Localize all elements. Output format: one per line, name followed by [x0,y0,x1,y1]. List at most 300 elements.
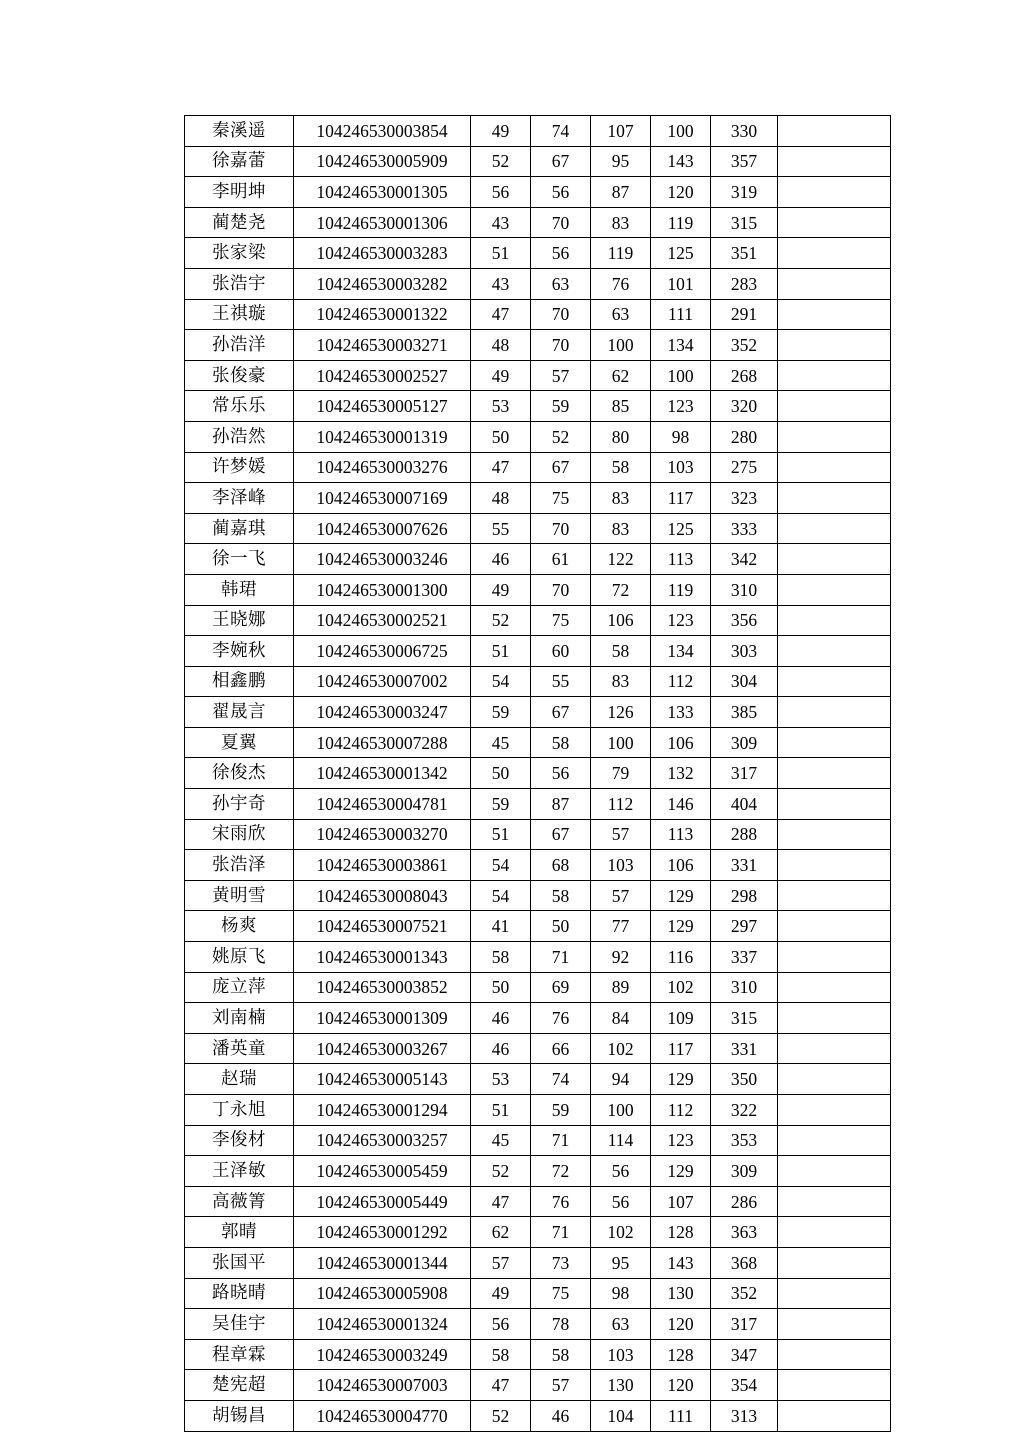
cell-total: 385 [711,697,778,728]
cell-score-1: 54 [471,666,531,697]
table-row [185,330,891,361]
cell-score-3: 83 [591,513,651,544]
cell-note [778,1156,891,1187]
table-row [185,207,891,238]
cell-exam-id: 104246530004781 [294,789,471,820]
cell-score-3: 114 [591,1125,651,1156]
cell-total: 309 [711,1156,778,1187]
cell-score-3: 62 [591,360,651,391]
cell-score-1: 54 [471,880,531,911]
cell-score-3: 98 [591,1278,651,1309]
cell-score-2: 66 [531,1033,591,1064]
cell-name: 张浩泽 [185,850,294,881]
cell-exam-id: 104246530003276 [294,452,471,483]
cell-score-3: 77 [591,911,651,942]
cell-score-4: 117 [651,1033,711,1064]
cell-name: 许梦媛 [185,452,294,483]
cell-total: 286 [711,1186,778,1217]
cell-score-2: 59 [531,1095,591,1126]
cell-score-1: 52 [471,1400,531,1431]
cell-note [778,1217,891,1248]
cell-name: 孙宇奇 [185,789,294,820]
cell-total: 347 [711,1339,778,1370]
cell-name: 黄明雪 [185,880,294,911]
cell-note [778,1247,891,1278]
cell-score-2: 71 [531,942,591,973]
cell-score-2: 75 [531,1278,591,1309]
cell-score-1: 46 [471,1033,531,1064]
table-row [185,850,891,881]
cell-score-1: 54 [471,850,531,881]
cell-score-2: 50 [531,911,591,942]
cell-exam-id: 104246530003267 [294,1033,471,1064]
cell-score-3: 63 [591,299,651,330]
cell-note [778,1033,891,1064]
cell-score-3: 85 [591,391,651,422]
cell-name: 吴佳宇 [185,1309,294,1340]
cell-name: 姚原飞 [185,942,294,973]
table-row [185,299,891,330]
cell-note [778,574,891,605]
cell-note [778,116,891,147]
cell-score-1: 52 [471,146,531,177]
cell-name: 李俊材 [185,1125,294,1156]
cell-total: 330 [711,116,778,147]
cell-score-1: 51 [471,238,531,269]
cell-name: 常乐乐 [185,391,294,422]
cell-score-4: 143 [651,146,711,177]
cell-score-4: 123 [651,605,711,636]
cell-name: 徐嘉蕾 [185,146,294,177]
cell-exam-id: 104246530001343 [294,942,471,973]
table-row [185,452,891,483]
cell-total: 331 [711,850,778,881]
cell-note [778,911,891,942]
cell-name: 徐俊杰 [185,758,294,789]
table-row [185,1003,891,1034]
cell-score-4: 119 [651,574,711,605]
cell-exam-id: 104246530005143 [294,1064,471,1095]
table-row [185,636,891,667]
cell-score-1: 53 [471,1064,531,1095]
table-row [185,1095,891,1126]
cell-note [778,666,891,697]
cell-score-3: 100 [591,330,651,361]
table-row [185,360,891,391]
cell-score-2: 67 [531,697,591,728]
cell-exam-id: 104246530001324 [294,1309,471,1340]
cell-score-3: 83 [591,666,651,697]
table-row [185,1309,891,1340]
cell-note [778,391,891,422]
table-row [185,1247,891,1278]
cell-score-3: 104 [591,1400,651,1431]
cell-score-3: 87 [591,177,651,208]
cell-score-4: 103 [651,452,711,483]
cell-name: 张家梁 [185,238,294,269]
cell-name: 孙浩洋 [185,330,294,361]
cell-total: 354 [711,1370,778,1401]
cell-score-2: 67 [531,146,591,177]
cell-score-2: 46 [531,1400,591,1431]
cell-score-2: 71 [531,1217,591,1248]
table-row [185,819,891,850]
cell-exam-id: 104246530005459 [294,1156,471,1187]
cell-note [778,1278,891,1309]
cell-name: 王晓娜 [185,605,294,636]
cell-total: 317 [711,758,778,789]
cell-name: 程章霖 [185,1339,294,1370]
cell-score-3: 106 [591,605,651,636]
cell-score-4: 100 [651,360,711,391]
cell-score-2: 70 [531,574,591,605]
cell-exam-id: 104246530001305 [294,177,471,208]
cell-exam-id: 104246530001342 [294,758,471,789]
cell-exam-id: 104246530003249 [294,1339,471,1370]
table-row [185,972,891,1003]
cell-total: 333 [711,513,778,544]
cell-score-4: 111 [651,1400,711,1431]
cell-score-4: 125 [651,513,711,544]
cell-note [778,1095,891,1126]
cell-score-4: 100 [651,116,711,147]
cell-score-3: 57 [591,880,651,911]
cell-exam-id: 104246530005127 [294,391,471,422]
cell-note [778,1400,891,1431]
cell-name: 蔺嘉琪 [185,513,294,544]
cell-score-1: 49 [471,1278,531,1309]
cell-total: 291 [711,299,778,330]
cell-note [778,299,891,330]
cell-score-4: 107 [651,1186,711,1217]
cell-score-2: 76 [531,1186,591,1217]
cell-exam-id: 104246530007002 [294,666,471,697]
cell-score-4: 109 [651,1003,711,1034]
cell-exam-id: 104246530003257 [294,1125,471,1156]
cell-score-2: 69 [531,972,591,1003]
cell-exam-id: 104246530001306 [294,207,471,238]
table-row [185,697,891,728]
cell-score-2: 67 [531,452,591,483]
cell-score-4: 129 [651,1064,711,1095]
cell-exam-id: 104246530007169 [294,483,471,514]
cell-score-4: 101 [651,268,711,299]
cell-score-1: 46 [471,1003,531,1034]
cell-total: 319 [711,177,778,208]
cell-name: 王泽敏 [185,1156,294,1187]
cell-note [778,1125,891,1156]
cell-score-2: 70 [531,513,591,544]
cell-score-4: 113 [651,544,711,575]
cell-score-1: 47 [471,1370,531,1401]
cell-exam-id: 104246530001319 [294,421,471,452]
cell-total: 331 [711,1033,778,1064]
cell-total: 275 [711,452,778,483]
cell-score-4: 134 [651,636,711,667]
cell-name: 杨爽 [185,911,294,942]
cell-score-4: 125 [651,238,711,269]
cell-score-1: 56 [471,1309,531,1340]
cell-exam-id: 104246530007288 [294,727,471,758]
cell-exam-id: 104246530008043 [294,880,471,911]
cell-total: 320 [711,391,778,422]
cell-exam-id: 104246530005909 [294,146,471,177]
cell-score-3: 130 [591,1370,651,1401]
cell-score-3: 126 [591,697,651,728]
cell-score-4: 106 [651,850,711,881]
cell-name: 路晓晴 [185,1278,294,1309]
cell-name: 李明坤 [185,177,294,208]
cell-exam-id: 104246530003247 [294,697,471,728]
cell-score-2: 56 [531,758,591,789]
cell-score-3: 103 [591,1339,651,1370]
cell-score-2: 61 [531,544,591,575]
cell-total: 352 [711,1278,778,1309]
table-row [185,911,891,942]
cell-total: 268 [711,360,778,391]
table-row [185,1186,891,1217]
cell-score-2: 70 [531,207,591,238]
cell-score-3: 100 [591,727,651,758]
cell-score-1: 49 [471,116,531,147]
cell-name: 张浩宇 [185,268,294,299]
cell-score-1: 52 [471,1156,531,1187]
cell-score-4: 98 [651,421,711,452]
cell-score-3: 92 [591,942,651,973]
cell-note [778,1064,891,1095]
cell-total: 288 [711,819,778,850]
cell-name: 秦溪遥 [185,116,294,147]
cell-name: 李泽峰 [185,483,294,514]
cell-exam-id: 104246530004770 [294,1400,471,1431]
cell-score-2: 59 [531,391,591,422]
cell-score-2: 87 [531,789,591,820]
cell-score-1: 49 [471,360,531,391]
cell-total: 356 [711,605,778,636]
cell-score-4: 117 [651,483,711,514]
cell-score-1: 50 [471,421,531,452]
cell-total: 350 [711,1064,778,1095]
cell-note [778,207,891,238]
cell-exam-id: 104246530001294 [294,1095,471,1126]
cell-note [778,972,891,1003]
cell-score-3: 56 [591,1186,651,1217]
cell-score-1: 49 [471,574,531,605]
cell-score-1: 50 [471,972,531,1003]
cell-score-3: 58 [591,636,651,667]
cell-score-4: 134 [651,330,711,361]
cell-note [778,727,891,758]
cell-score-3: 57 [591,819,651,850]
cell-total: 309 [711,727,778,758]
cell-exam-id: 104246530001322 [294,299,471,330]
cell-score-3: 95 [591,1247,651,1278]
cell-total: 315 [711,1003,778,1034]
cell-score-2: 57 [531,360,591,391]
cell-score-1: 58 [471,1339,531,1370]
cell-total: 342 [711,544,778,575]
cell-score-3: 100 [591,1095,651,1126]
cell-note [778,819,891,850]
table-row [185,758,891,789]
cell-name: 潘英童 [185,1033,294,1064]
cell-score-2: 67 [531,819,591,850]
table-row [185,1217,891,1248]
cell-score-3: 119 [591,238,651,269]
cell-name: 庞立萍 [185,972,294,1003]
table-row [185,177,891,208]
cell-total: 317 [711,1309,778,1340]
table-row [185,1370,891,1401]
cell-total: 353 [711,1125,778,1156]
cell-note [778,452,891,483]
cell-score-4: 128 [651,1339,711,1370]
cell-total: 298 [711,880,778,911]
cell-name: 蔺楚尧 [185,207,294,238]
cell-score-1: 59 [471,789,531,820]
cell-exam-id: 104246530007626 [294,513,471,544]
cell-name: 孙浩然 [185,421,294,452]
cell-note [778,330,891,361]
table-row [185,421,891,452]
cell-exam-id: 104246530001309 [294,1003,471,1034]
cell-score-1: 57 [471,1247,531,1278]
cell-score-2: 75 [531,605,591,636]
table-row [185,391,891,422]
cell-exam-id: 104246530003861 [294,850,471,881]
cell-score-4: 119 [651,207,711,238]
cell-note [778,513,891,544]
cell-total: 283 [711,268,778,299]
cell-score-1: 51 [471,1095,531,1126]
table-row [185,1156,891,1187]
cell-score-1: 48 [471,483,531,514]
table-row [185,513,891,544]
cell-exam-id: 104246530001292 [294,1217,471,1248]
cell-note [778,1186,891,1217]
cell-score-4: 130 [651,1278,711,1309]
cell-score-1: 47 [471,1186,531,1217]
cell-total: 313 [711,1400,778,1431]
table-row [185,880,891,911]
cell-score-1: 59 [471,697,531,728]
cell-score-3: 58 [591,452,651,483]
cell-name: 夏翼 [185,727,294,758]
cell-score-4: 143 [651,1247,711,1278]
cell-total: 315 [711,207,778,238]
cell-score-2: 58 [531,1339,591,1370]
cell-total: 310 [711,574,778,605]
cell-score-3: 83 [591,207,651,238]
table-row [185,1125,891,1156]
cell-exam-id: 104246530003271 [294,330,471,361]
cell-exam-id: 104246530003246 [294,544,471,575]
cell-note [778,146,891,177]
cell-score-3: 112 [591,789,651,820]
cell-score-3: 103 [591,850,651,881]
cell-note [778,238,891,269]
cell-note [778,544,891,575]
cell-exam-id: 104246530005449 [294,1186,471,1217]
cell-total: 337 [711,942,778,973]
cell-score-2: 74 [531,1064,591,1095]
cell-score-4: 132 [651,758,711,789]
cell-note [778,1370,891,1401]
table-row [185,268,891,299]
cell-name: 王祺璇 [185,299,294,330]
cell-score-1: 53 [471,391,531,422]
cell-score-3: 89 [591,972,651,1003]
cell-score-2: 70 [531,299,591,330]
cell-score-2: 55 [531,666,591,697]
table-row [185,1400,891,1431]
cell-note [778,483,891,514]
cell-score-1: 47 [471,299,531,330]
cell-note [778,1309,891,1340]
cell-name: 丁永旭 [185,1095,294,1126]
cell-name: 徐一飞 [185,544,294,575]
cell-exam-id: 104246530003270 [294,819,471,850]
cell-score-1: 51 [471,819,531,850]
cell-score-1: 47 [471,452,531,483]
cell-total: 280 [711,421,778,452]
cell-name: 赵瑞 [185,1064,294,1095]
table-row [185,146,891,177]
cell-score-3: 79 [591,758,651,789]
score-table-body [185,116,891,1432]
cell-total: 363 [711,1217,778,1248]
cell-note [778,1003,891,1034]
table-row [185,1339,891,1370]
score-table-wrapper [184,115,840,1432]
cell-total: 304 [711,666,778,697]
cell-score-3: 56 [591,1156,651,1187]
cell-score-4: 113 [651,819,711,850]
cell-name: 刘南楠 [185,1003,294,1034]
cell-note [778,636,891,667]
table-row [185,1033,891,1064]
table-row [185,727,891,758]
cell-note [778,177,891,208]
cell-score-3: 102 [591,1033,651,1064]
cell-score-4: 129 [651,1156,711,1187]
cell-score-1: 51 [471,636,531,667]
cell-score-3: 107 [591,116,651,147]
cell-score-4: 133 [651,697,711,728]
cell-score-3: 76 [591,268,651,299]
cell-name: 宋雨欣 [185,819,294,850]
table-row [185,789,891,820]
cell-exam-id: 104246530007521 [294,911,471,942]
table-row [185,544,891,575]
cell-total: 351 [711,238,778,269]
cell-exam-id: 104246530007003 [294,1370,471,1401]
cell-score-4: 102 [651,972,711,1003]
cell-score-3: 102 [591,1217,651,1248]
cell-note [778,942,891,973]
cell-name: 高薇箐 [185,1186,294,1217]
cell-exam-id: 104246530003852 [294,972,471,1003]
cell-name: 翟晟言 [185,697,294,728]
score-table [184,115,891,1432]
cell-total: 303 [711,636,778,667]
cell-total: 310 [711,972,778,1003]
cell-score-2: 68 [531,850,591,881]
cell-score-3: 94 [591,1064,651,1095]
cell-score-4: 120 [651,177,711,208]
cell-score-4: 120 [651,1370,711,1401]
cell-score-1: 41 [471,911,531,942]
